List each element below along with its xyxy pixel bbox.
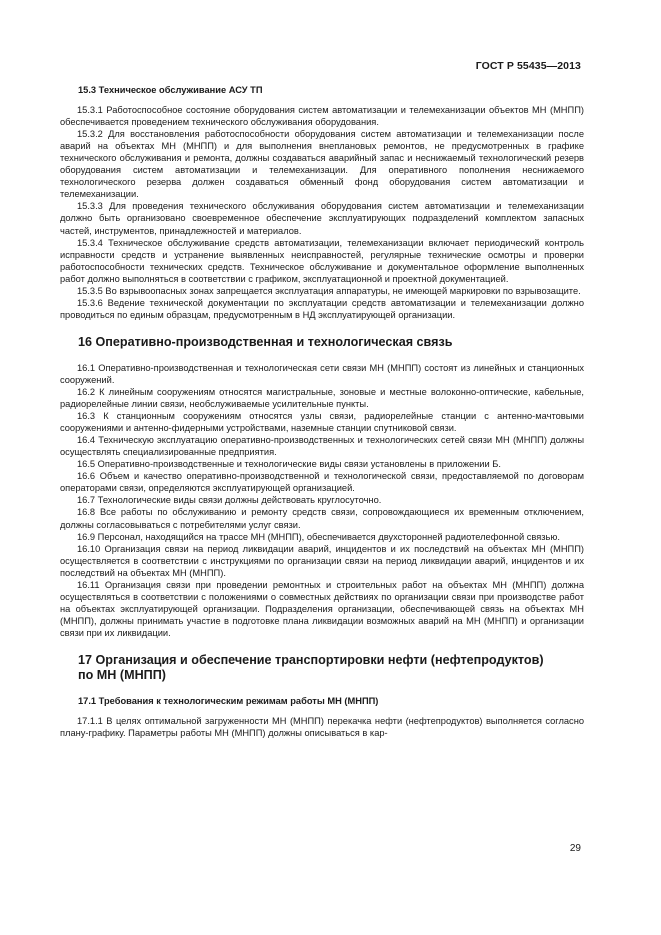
paragraph-16-4: 16.4 Техническую эксплуатацию оперативно-производственных и технологических сетей связи МН (МНПП) должны осуществлять специализированные предприятия. [60, 435, 584, 458]
page-content [60, 84, 584, 739]
paragraph-15-3-6: 15.3.6 Ведение технической документации по эксплуатации средств автоматизации и телемеханизации должно проводиться по единым образцам, предусмотренным в НД эксплуатирующей организации. [60, 297, 584, 320]
paragraph-15-3-5: 15.3.5 Во взрывоопасных зонах запрещается эксплуатация аппаратуры, не имеющей маркировки по взрывозащите. [77, 285, 581, 296]
paragraph-16-7: 16.7 Технологические виды связи должны действовать круглосуточно. [77, 495, 382, 506]
paragraph-16-1: 16.1 Оперативно-производственная и технологическая сети связи МН (МНПП) состоят из линейных и станционных сооружений. [60, 362, 584, 385]
paragraph-16-3: 16.3 К станционным сооружениям относятся узлы связи, радиорелейные станции с антенно-мачтовыми сооружениями и антенно-фидерными устройствами, наземные станции спутниковой связи. [60, 411, 584, 434]
section-17-heading [60, 653, 584, 683]
paragraph-15-3-1: 15.3.1 Работоспособное состояние оборудования систем автоматизации и телемеханизации объектов МН (МНПП) обеспечивается проведением технического обслуживания оборудования. [60, 105, 584, 128]
section-16-heading: 16 Оперативно-производственная и технологическая связь [78, 334, 453, 349]
paragraph-15-3-3: 15.3.3 Для проведения технического обслуживания оборудования систем автоматизации и телемеханизации должно быть организовано своевременное обеспечение эксплуатирующих подразделений комплектом запасных частей, инструментов, принадлежностей и материалов. [60, 201, 584, 236]
section-15-3-heading: 15.3 Техническое обслуживание АСУ ТП [78, 85, 263, 95]
paragraph-17-1-1: 17.1.1 В целях оптимальной загруженности МН (МНПП) перекачка нефти (нефтепродуктов) выполняется согласно плану-графику. Параметры работы МН (МНПП) должны описываться в кар- [60, 716, 584, 739]
section-17-heading-line1: 17 Организация и обеспечение транспортировки нефти (нефтепродуктов) [78, 652, 544, 667]
paragraph-15-3-4: 15.3.4 Техническое обслуживание средств автоматизации, телемеханизации включает периодический контроль исправности средств и устранение выявленных неисправностей, регулярные технические осмотры и проверки работоспособности технических средств. Техническое обслуживание и документальное оформление выполненных работ должно выполняться в соответствии с графиком, эксплуатационной и проектной документацией. [60, 237, 584, 284]
page-number: 29 [569, 843, 581, 854]
paragraph-15-3-2: 15.3.2 Для восстановления работоспособности оборудования систем автоматизации и телемеханизации после аварий на объектах МН (МНПП) и для выполнения внеплановых ремонтов, не предусмотренных в графике технического обслуживания и ремонта, должны создаваться аварийный запас и неснижаемый технологический резерв оборудования систем автоматизации и телемеханизации. Для оперативного пополнения неснижаемого технологического резерва должен создаваться обменный фонд оборудования систем автоматизации и телемеханизации. [60, 129, 584, 200]
paragraph-16-8: 16.8 Все работы по обслуживанию и ремонту средств связи, сопровождающиеся их временным отключением, должны согласовываться с потребителями услуг связи. [60, 507, 584, 530]
paragraph-16-9: 16.9 Персонал, находящийся на трассе МН (МНПП), обеспечивается двухсторонней радиотелефонной связью. [77, 531, 560, 542]
standard-code: ГОСТ Р 55435—2013 [475, 60, 581, 72]
section-17-heading-line2: по МН (МНПП) [78, 667, 166, 682]
section-17-1-heading: 17.1 Требования к технологическим режимам работы МН (МНПП) [78, 695, 379, 706]
paragraph-16-5: 16.5 Оперативно-производственные и технологические виды связи установлены в приложении Б. [77, 459, 501, 470]
paragraph-16-6: 16.6 Объем и качество оперативно-производственной и технологической связи, предоставляемой по договорам операторами связи, определяются эксплуатирующей организацией. [60, 471, 584, 494]
paragraph-16-2: 16.2 К линейным сооружениям относятся магистральные, зоновые и местные волоконно-оптические, кабельные, радиорелейные линии связи, необслуживаемые усилительные пункты. [60, 386, 584, 410]
paragraph-16-10: 16.10 Организация связи на период ликвидации аварий, инцидентов и их последствий на объектах МН (МНПП) осуществляется в соответствии с инструкциями по организации связи на период ликвидации аварий, инцидентов и их последствий на объектах МН (МНПП). [60, 543, 584, 578]
paragraph-16-11: 16.11 Организация связи при проведении ремонтных и строительных работ на объектах МН (МНПП) должна осуществляться в соответствии с положениями о совместных действиях по организации связи при производстве работ на объектах эксплуатирующей организации. Подразделения организации, обеспечивающей связь на объектах МН (МНПП), должны принимать участие в подготовке плана ликвидации возможных аварий на МН (МНПП) и организации связи при их ликвидации. [60, 579, 584, 638]
